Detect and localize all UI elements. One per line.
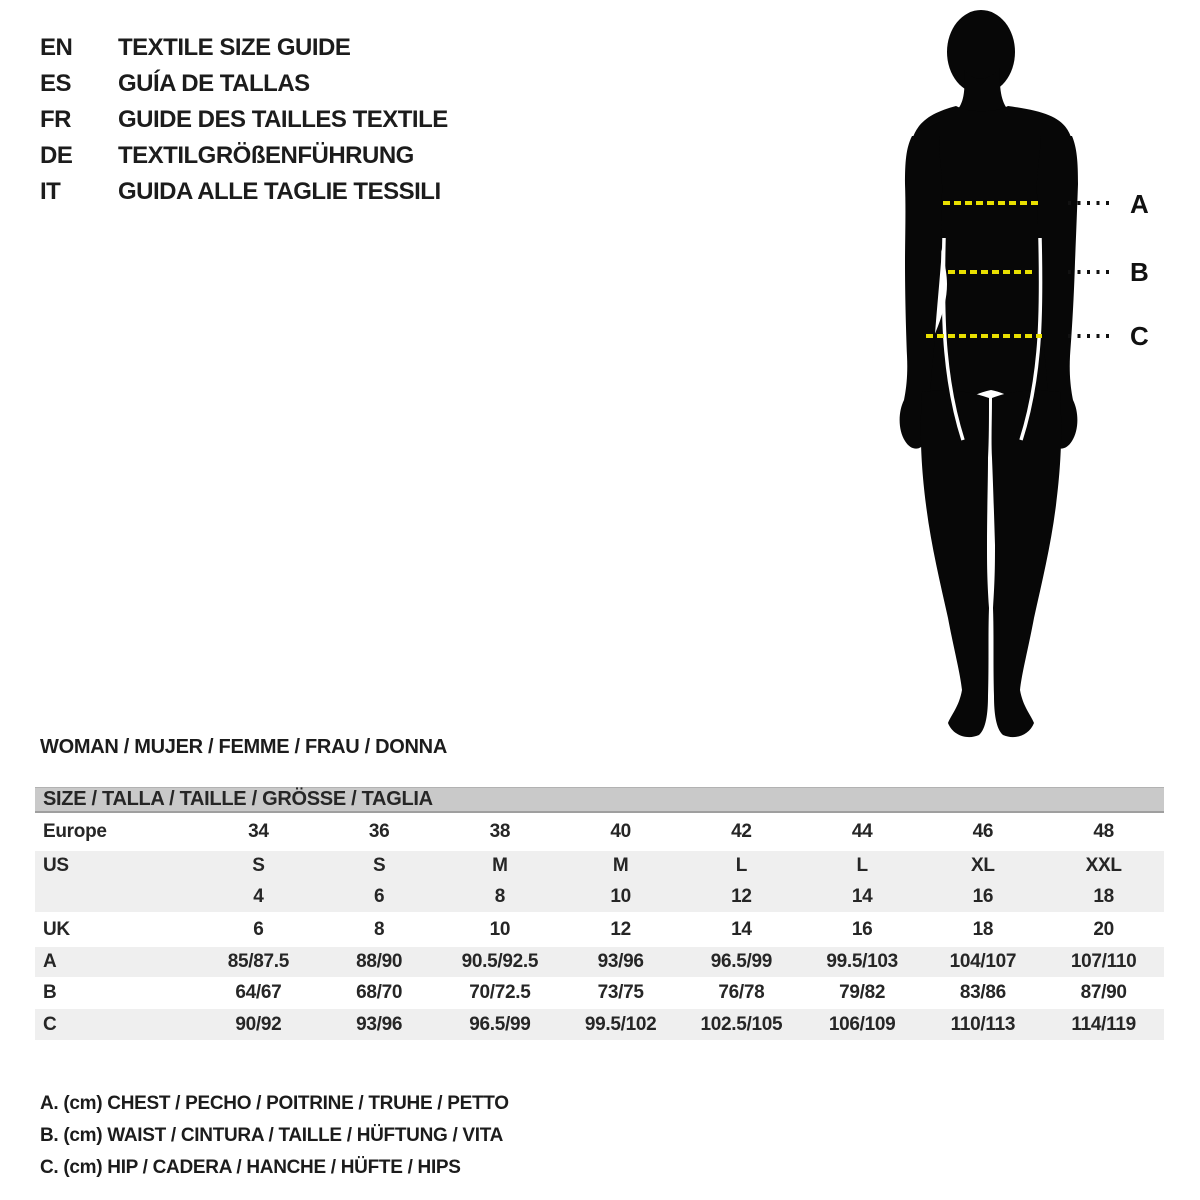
measurement-legend [40, 1088, 509, 1184]
table-cell: 14 [731, 918, 752, 940]
table-cell: 85/87.5 [227, 951, 290, 972]
table-row-us-numeric [35, 881, 1164, 912]
table-cell: S [372, 855, 386, 876]
marker-label-c: C [1130, 321, 1149, 351]
lang-row-en [40, 30, 448, 66]
table-cell: 87/90 [1080, 982, 1127, 1003]
lang-title: GUIDE DES TAILLES TEXTILE [118, 106, 448, 133]
size-table [35, 787, 1164, 1040]
table-cell: M [612, 855, 629, 876]
table-cell: 16 [972, 885, 994, 907]
row-label: B [43, 982, 57, 1003]
table-cell: L [735, 855, 748, 876]
table-cell: 10 [489, 918, 511, 940]
table-cell: 79/82 [839, 982, 886, 1003]
table-cell: 107/110 [1070, 951, 1137, 972]
lang-row-fr [40, 102, 448, 138]
table-cell: 73/75 [597, 982, 644, 1003]
table-cell: 114/119 [1071, 1013, 1136, 1035]
table-cell: 18 [972, 918, 994, 940]
table-cell: 8 [373, 918, 385, 940]
legend-waist: B. (cm) WAIST / CINTURA / TAILLE / HÜFTUNG / VITA [40, 1125, 504, 1146]
table-cell: 102.5/105 [700, 1013, 783, 1035]
table-row-us-letter [35, 851, 1164, 881]
table-cell: 99.5/102 [584, 1013, 657, 1035]
lang-title: GUÍA DE TALLAS [118, 70, 310, 97]
woman-silhouette [900, 10, 1078, 737]
table-cell: 64/67 [235, 982, 282, 1003]
lang-code: FR [40, 106, 71, 133]
legend-chest: A. (cm) CHEST / PECHO / POITRINE / TRUHE / PETTO [40, 1093, 509, 1114]
table-row-chest [35, 947, 1164, 977]
row-label: UK [43, 918, 70, 940]
table-cell: L [856, 855, 868, 876]
table-cell: 12 [610, 918, 631, 940]
table-cell: 4 [253, 885, 264, 907]
table-cell: 6 [373, 885, 385, 907]
table-cell: 6 [253, 918, 264, 940]
row-label: C [43, 1013, 57, 1035]
table-cell: 106/109 [828, 1013, 896, 1035]
table-cell: 20 [1093, 918, 1114, 940]
table-cell: 16 [851, 918, 873, 940]
table-cell: 93/96 [356, 1013, 403, 1035]
table-cell: 40 [610, 821, 631, 842]
table-cell: S [252, 855, 265, 876]
table-cell: M [492, 855, 508, 876]
table-row-waist [35, 977, 1164, 1009]
silhouette-right-leg [992, 391, 1062, 737]
gender-section-title: WOMAN / MUJER / FEMME / FRAU / DONNA [40, 736, 447, 758]
table-cell: 8 [494, 885, 506, 907]
table-cell: 104/107 [949, 951, 1017, 972]
table-cell: 14 [851, 885, 873, 907]
table-cell: 46 [972, 821, 994, 842]
measurement-figure [860, 0, 1200, 760]
lang-code: DE [40, 142, 73, 169]
table-row-hip [35, 1009, 1164, 1040]
table-cell: 70/72.5 [469, 982, 531, 1003]
lang-code: IT [40, 178, 61, 205]
table-cell: 48 [1093, 821, 1114, 842]
language-heading-block [40, 30, 448, 210]
lang-title: TEXTILGRÖßENFÜHRUNG [118, 142, 414, 169]
table-cell: 10 [610, 885, 631, 907]
table-cell: 36 [368, 821, 390, 842]
lang-row-de [40, 138, 448, 174]
lang-title: GUIDA ALLE TAGLIE TESSILI [118, 178, 441, 205]
table-row-europe [35, 813, 1164, 851]
table-cell: 34 [248, 821, 269, 842]
table-row-uk [35, 912, 1164, 947]
table-cell: 88/90 [356, 951, 403, 972]
table-cell: 18 [1093, 885, 1114, 907]
lang-code: EN [40, 34, 73, 61]
table-cell: 110/113 [950, 1013, 1016, 1035]
table-cell: XL [971, 855, 995, 876]
marker-label-a: A [1130, 189, 1149, 219]
table-cell: 99.5/103 [826, 951, 898, 972]
table-cell: 96.5/99 [469, 1013, 531, 1035]
table-cell: 90/92 [235, 1013, 282, 1035]
table-cell: 83/86 [959, 982, 1006, 1003]
lang-code: ES [40, 70, 72, 97]
table-cell: 76/78 [718, 982, 765, 1003]
table-cell: 44 [851, 821, 873, 842]
table-cell: 96.5/99 [710, 951, 773, 972]
table-cell: 90.5/92.5 [461, 951, 539, 972]
row-label: US [43, 855, 69, 876]
table-cell: 93/96 [597, 951, 644, 972]
table-cell: 42 [731, 821, 752, 842]
table-cell: XXL [1085, 855, 1122, 876]
row-label: A [43, 951, 57, 972]
table-cell: 12 [731, 885, 752, 907]
table-cell: 38 [489, 821, 511, 842]
size-table-header: SIZE / TALLA / TAILLE / GRÖSSE / TAGLIA [35, 787, 1164, 813]
marker-label-b: B [1130, 257, 1149, 287]
lang-row-it [40, 174, 448, 210]
table-cell: 68/70 [356, 982, 403, 1003]
legend-hip: C. (cm) HIP / CADERA / HANCHE / HÜFTE / HIPS [40, 1157, 461, 1178]
silhouette-left-leg [921, 390, 989, 737]
lang-title: TEXTILE SIZE GUIDE [118, 34, 351, 61]
lang-row-es [40, 66, 448, 102]
row-label: Europe [43, 821, 107, 842]
